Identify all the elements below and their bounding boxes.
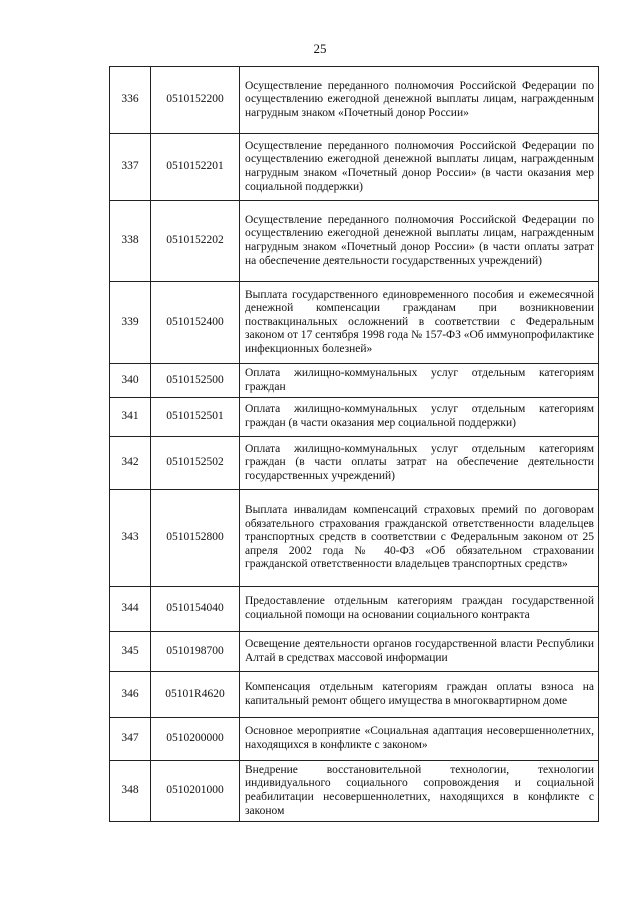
- row-number: 348: [110, 761, 151, 822]
- row-description: Освещение деятельности органов государственной власти Республики Алтай в средствах массовой информации: [240, 632, 599, 672]
- table-row: [110, 672, 599, 718]
- row-code: 0510152502: [151, 437, 240, 490]
- row-number: 341: [110, 398, 151, 437]
- row-code: 0510152800: [151, 490, 240, 587]
- row-description: Компенсация отдельным категориям граждан оплаты взноса на капитальный ремонт общего имущества в многоквартирном доме: [240, 672, 599, 718]
- row-code: 0510154040: [151, 587, 240, 632]
- table-row: [110, 67, 599, 134]
- row-number: 342: [110, 437, 151, 490]
- row-description: Оплата жилищно-коммунальных услуг отдельным категориям граждан (в части оплаты затрат на обеспечение деятельности государственных учреждений): [240, 437, 599, 490]
- table-row: [110, 718, 599, 761]
- table-row: [110, 632, 599, 672]
- row-number: 343: [110, 490, 151, 587]
- row-code: 0510201000: [151, 761, 240, 822]
- row-description: Оплата жилищно-коммунальных услуг отдельным категориям граждан: [240, 364, 599, 398]
- row-description: Внедрение восстановительной технологии, технологии индивидуального социального сопровождения и социальной реабилитации несовершеннолетних, находящихся в конфликте с законом: [240, 761, 599, 822]
- row-description: Осуществление переданного полномочия Российской Федерации по осуществлению ежегодной денежной выплаты лицам, награжденным нагрудным знаком «Почетный донор России» (в части оказания мер социальной поддержки): [240, 134, 599, 201]
- page-number: 25: [313, 41, 327, 56]
- row-description: Основное мероприятие «Социальная адаптация несовершеннолетних, находящихся в конфликте с законом»: [240, 718, 599, 761]
- row-description: Выплата государственного единовременного пособия и ежемесячной денежной компенсации гражданам при возникновении поствакцинальных осложнений в соответствии с Федеральным законом от 17 сентября 1998 года № 157-ФЗ «Об иммунопрофилактике инфекционных болезней»: [240, 282, 599, 364]
- row-code: 0510152200: [151, 67, 240, 134]
- row-number: 338: [110, 201, 151, 282]
- table-row: [110, 134, 599, 201]
- row-code: 05101R4620: [151, 672, 240, 718]
- row-code: 0510152201: [151, 134, 240, 201]
- row-description: Предоставление отдельным категориям граждан государственной социальной помощи на основании социального контракта: [240, 587, 599, 632]
- table-row: [110, 398, 599, 437]
- table-row: [110, 437, 599, 490]
- row-number: 345: [110, 632, 151, 672]
- row-description: Выплата инвалидам компенсаций страховых премий по договорам обязательного страхования гражданской ответственности владельцев транспортных средств в соответствии с Федеральным законом от 25 апреля 2002 года № 40-ФЗ «Об обязательном страховании гражданской ответственности владельцев транспортных средств»: [240, 490, 599, 587]
- row-number: 339: [110, 282, 151, 364]
- row-code: 0510152400: [151, 282, 240, 364]
- row-number: 347: [110, 718, 151, 761]
- row-code: 0510200000: [151, 718, 240, 761]
- table-row: [110, 761, 599, 822]
- row-number: 336: [110, 67, 151, 134]
- row-code: 0510198700: [151, 632, 240, 672]
- table-row: [110, 364, 599, 398]
- row-description: Осуществление переданного полномочия Российской Федерации по осуществлению ежегодной денежной выплаты лицам, награжденным нагрудным знаком «Почетный донор России»: [240, 67, 599, 134]
- row-number: 344: [110, 587, 151, 632]
- row-code: 0510152501: [151, 398, 240, 437]
- row-code: 0510152500: [151, 364, 240, 398]
- row-description: Оплата жилищно-коммунальных услуг отдельным категориям граждан (в части оказания мер социальной поддержки): [240, 398, 599, 437]
- budget-code-table: [109, 66, 599, 822]
- row-number: 340: [110, 364, 151, 398]
- table-row: [110, 587, 599, 632]
- row-number: 346: [110, 672, 151, 718]
- table-row: [110, 282, 599, 364]
- row-description: Осуществление переданного полномочия Российской Федерации по осуществлению ежегодной денежной выплаты лицам, награжденным нагрудным знаком «Почетный донор России» (в части оплаты затрат на обеспечение деятельности государственных учреждений): [240, 201, 599, 282]
- row-code: 0510152202: [151, 201, 240, 282]
- table-row: [110, 201, 599, 282]
- table-row: [110, 490, 599, 587]
- row-number: 337: [110, 134, 151, 201]
